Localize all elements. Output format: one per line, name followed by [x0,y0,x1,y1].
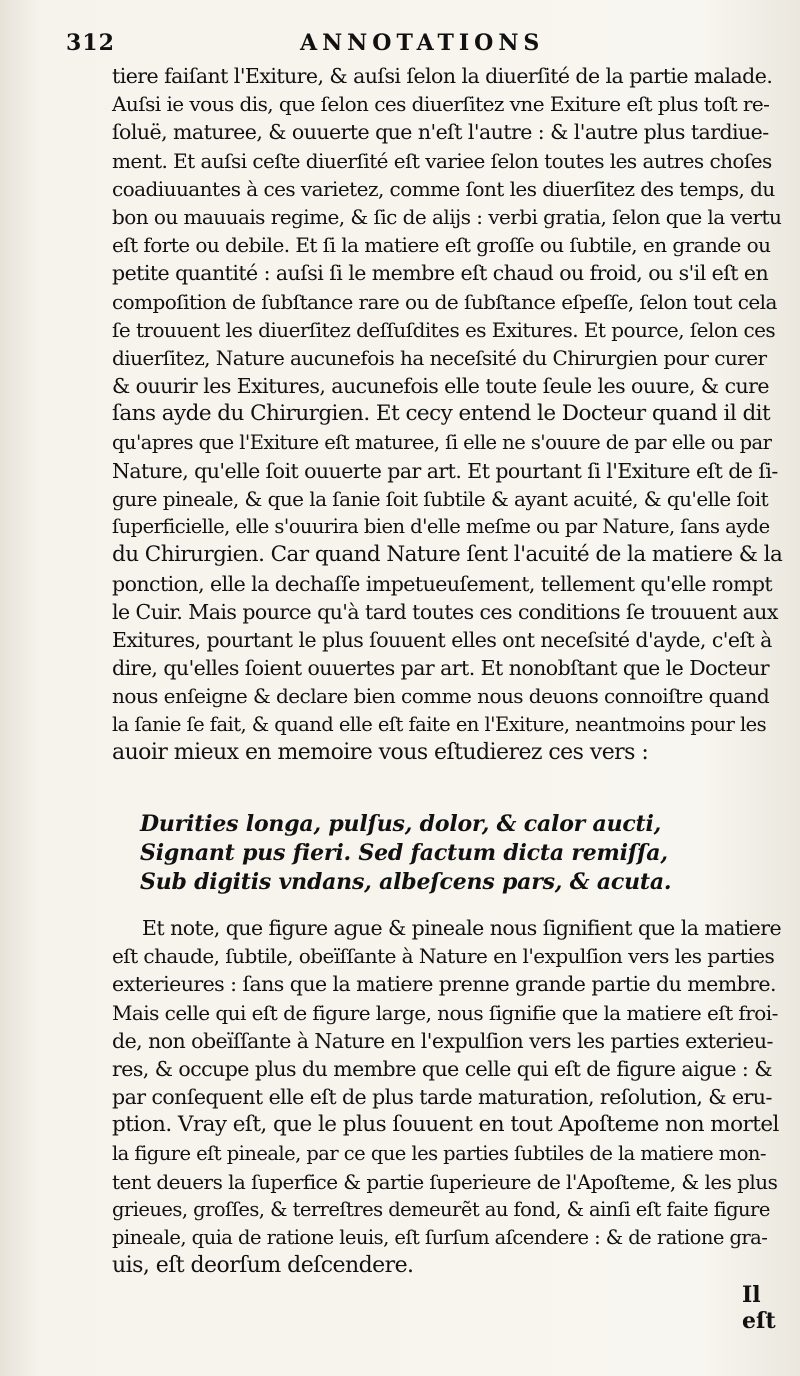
paragraph-annotation-1 [112,62,782,767]
verse-line: Signant pus fieri. Sed factum dicta remiſſa, [140,840,668,866]
text-line: eſt chaude, ſubtile, obeïſſante à Nature en l'expulſion vers les parties [112,944,775,969]
text-line: du Chirurgien. Car quand Nature ſent l'acuité de la matiere & la [112,542,783,568]
text-line: Nature, qu'elle ſoit ouuerte par art. Et pourtant ſi l'Exiture eſt de ſi- [112,458,778,483]
text-line: bon ou mauuais regime, & ſic de alijs : verbi gratia, ſelon que la vertu [112,205,782,230]
text-line: Et note, que figure ague & pineale nous ſignifient que la matiere [142,916,782,940]
text-line: Mais celle qui eſt de figure large, nous ſignifie que la matiere eſt froi- [112,1000,778,1025]
text-line: petite quantité : auſsi ſi le membre eſt chaud ou froid, ou s'il eſt en [112,261,769,286]
verse-line: Sub digitis vndans, albeſcens pars, & acuta. [140,869,672,895]
text-line: auoir mieux en memoire vous eſtudierez ces vers : [112,739,649,765]
text-line: gure pineale, & que la ſanie ſoit ſubtile & ayant acuité, & qu'elle ſoit [112,487,769,512]
text-line: ment. Et auſsi ceſte diuerſité eſt variee ſelon toutes les autres choſes [112,148,772,173]
text-line: eſt forte ou debile. Et ſi la matiere eſt groſſe ou ſubtile, en grande ou [112,233,771,258]
text-line: compoſition de ſubſtance rare ou de ſubſtance eſpeſſe, ſelon tout cela [112,289,777,314]
text-line: ſans ayde du Chirurgien. Et cecy entend le Docteur quand il dit [112,401,771,427]
catchword: Il eſt [742,1282,776,1334]
text-line: de, non obeïſſante à Nature en l'expulſion vers les parties exterieu- [112,1028,773,1053]
text-line: uis, eſt deorſum deſcendere. [112,1253,414,1279]
text-line: ſuperficielle, elle s'ouurira bien d'elle meſme ou par Nature, ſans ayde [112,515,770,539]
text-line: nous enſeigne & declare bien comme nous deuons connoiſtre quand [112,684,770,709]
verse-line: Durities longa, pulſus, dolor, & calor aucti, [140,811,662,837]
text-line: la figure eſt pineale, par ce que les parties ſubtiles de la matiere mon- [112,1141,766,1165]
text-line: tiere faiſant l'Exiture, & auſsi ſelon la diuerſité de la partie malade. [112,64,773,88]
text-line: ſe trouuent les diuerſitez deſſuſdites es Exitures. Et pource, ſelon ces [112,317,776,342]
page-number: 312 [66,30,115,56]
text-line: grieues, groſſes, & terreſtres demeurẽt au fond, & ainſi eſt faite figure [112,1198,770,1222]
text-line: Auſsi ie vous dis, que ſelon ces diuerſitez vne Exiture eſt plus toſt re- [112,92,770,117]
running-head: ANNOTATIONS [300,30,545,56]
text-line: le Cuir. Mais pource qu'à tard toutes ces conditions ſe trouuent aux [112,599,778,624]
text-line: pineale, quia de ratione leuis, eſt ſurſum aſcendere : & de ratione gra- [112,1226,768,1250]
text-line: qu'apres que l'Exiture eſt maturee, ſi elle ne s'ouure de par elle ou par [112,430,772,454]
text-line: par conſequent elle eſt de plus tarde maturation, reſolution, & eru- [112,1085,772,1110]
text-line: diuerſitez, Nature aucunefois ha neceſsité du Chirurgien pour curer [112,346,767,371]
text-line: res, & occupe plus du membre que celle qui eſt de figure aigue : & [112,1057,772,1082]
text-line: & ouurir les Exitures, aucunefois elle toute ſeule les ouure, & cure [112,374,769,399]
paragraph-annotation-2 [112,914,782,1281]
text-line: Exitures, pourtant le plus ſouuent elles ont neceſsité d'ayde, c'eſt à [112,628,772,653]
text-line: tent deuers la ſuperfice & partie ſuperieure de l'Apoſteme, & les plus [112,1169,778,1194]
text-line: ſoluë, maturee, & ouuerte que n'eſt l'autre : & l'autre plus tardiue- [112,120,769,145]
text-line: ponction, elle la dechaſſe impetueuſement, tellement qu'elle rompt [112,571,773,596]
text-line: la ſanie ſe fait, & quand elle eſt faite en l'Exiture, neantmoins pour les [112,712,767,736]
text-line: exterieures : ſans que la matiere prenne grande partie du membre. [112,972,776,997]
latin-verse [140,810,700,897]
text-line: dire, qu'elles ſoient ouuertes par art. Et nonobſtant que le Docteur [112,656,769,681]
text-line: coadiuuantes à ces varietez, comme ſont les diuerſitez des temps, du [112,176,775,201]
text-line: ption. Vray eſt, que le plus ſouuent en tout Apoſteme non mortel [112,1112,779,1138]
